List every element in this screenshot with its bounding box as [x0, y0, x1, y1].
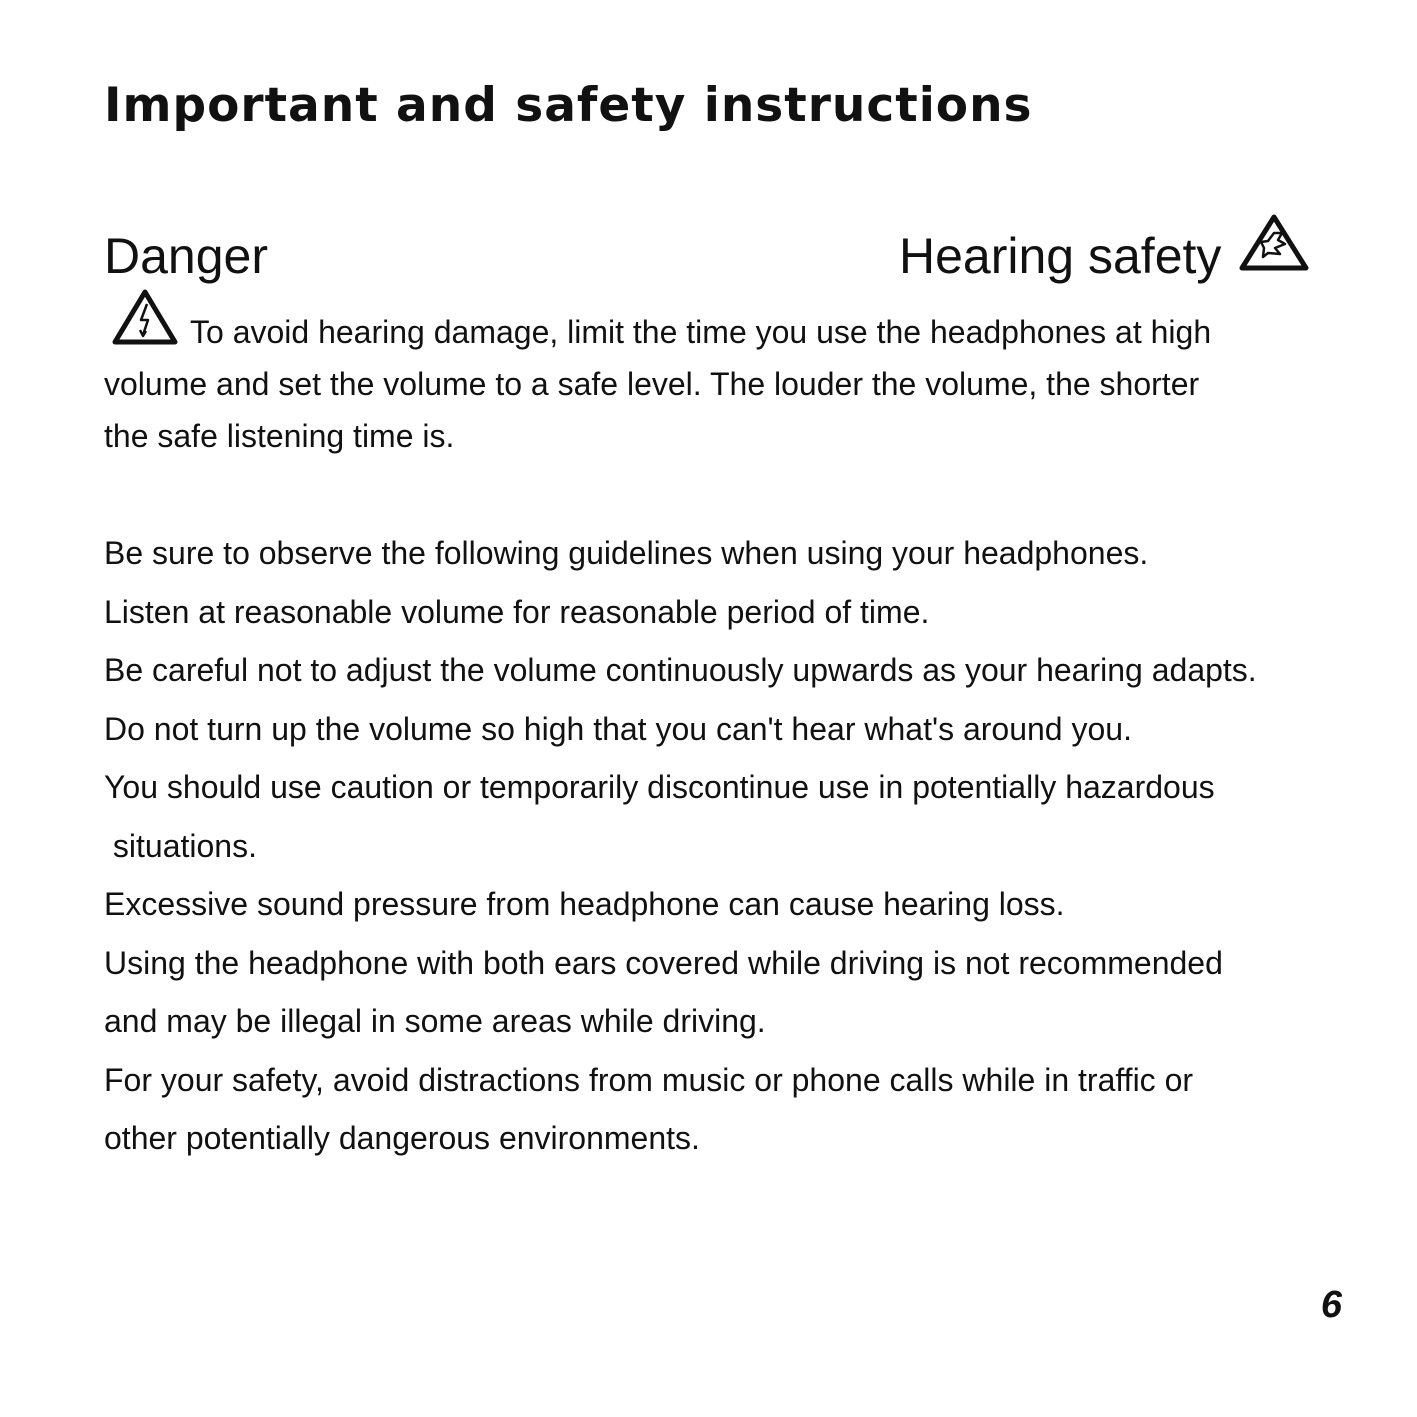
guideline-line: Be careful not to adjust the volume continuously upwards as your hearing adapts.	[104, 652, 1257, 688]
guideline-line: situations.	[104, 827, 257, 864]
page-number: 6	[1320, 1284, 1342, 1326]
danger-heading: Danger	[104, 228, 268, 284]
hearing-warning-icon	[1237, 212, 1311, 274]
guideline-line: You should use caution or temporarily discontinue use in potentially hazardous	[104, 769, 1215, 805]
guideline-line: Listen at reasonable volume for reasonable period of time.	[104, 593, 930, 630]
hearing-safety-heading: Hearing safety	[899, 228, 1222, 284]
guideline-line: other potentially dangerous environments.	[104, 1120, 700, 1156]
guidelines-list	[104, 524, 1257, 1168]
guideline-line: Using the headphone with both ears covered while driving is not recommended	[104, 944, 1223, 981]
guideline-line: Be sure to observe the following guidelines when using your headphones.	[104, 535, 1149, 571]
guideline-line: and may be illegal in some areas while driving.	[104, 1003, 766, 1039]
danger-text-line: To avoid hearing damage, limit the time you use the headphones at high	[190, 314, 1212, 350]
guideline-line: For your safety, avoid distractions from music or phone calls while in traffic or	[104, 1061, 1194, 1098]
guideline-line: Excessive sound pressure from headphone can cause hearing loss.	[104, 886, 1065, 922]
page-title: Important and safety instructions	[104, 78, 1033, 133]
guideline-line: Do not turn up the volume so high that you can't hear what's around you.	[104, 710, 1132, 747]
danger-text-line: volume and set the volume to a safe level. The louder the volume, the shorter	[104, 366, 1200, 402]
danger-paragraph	[104, 306, 1211, 462]
danger-text-line: the safe listening time is.	[104, 418, 455, 454]
